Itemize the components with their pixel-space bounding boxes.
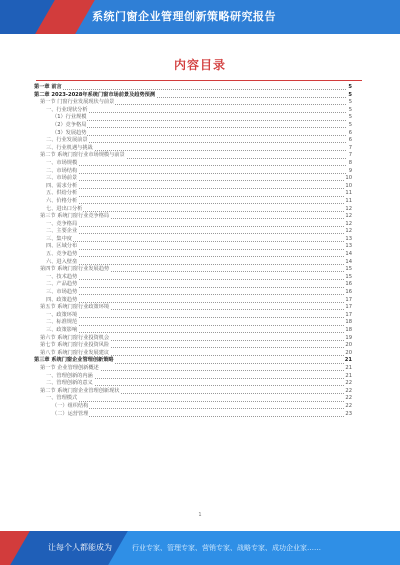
toc-entry-page: 7 (348, 152, 352, 159)
toc-entry-label: 三、集中度 (34, 236, 73, 244)
toc-leader (34, 180, 346, 181)
toc-entry-label: 七、进出口分析 (34, 206, 83, 214)
toc-entry-page: 5 (348, 99, 352, 106)
toc-entry-page: 5 (348, 114, 352, 121)
toc-leader (34, 287, 346, 288)
table-of-contents (34, 84, 352, 418)
toc-leader (34, 317, 346, 318)
toc-entry-label: 一、竞争格局 (34, 221, 78, 229)
toc-entry-label: 六、价格分析 (34, 198, 78, 206)
toc-entry-page: 20 (345, 342, 352, 349)
toc-entry[interactable] (34, 137, 352, 145)
toc-entry[interactable] (34, 221, 352, 229)
page-number: 1 (198, 512, 202, 518)
toc-entry-page: 6 (348, 137, 352, 144)
toc-entry-label: 一、管理模式 (34, 395, 78, 403)
toc-entry-label: 二、市场结构 (34, 168, 78, 176)
toc-entry-label: （二）运营管理 (34, 411, 89, 419)
toc-entry-page: 11 (345, 190, 352, 197)
toc-entry[interactable] (34, 380, 352, 388)
toc-entry-label: 一、管理创新的内涵 (34, 373, 94, 381)
report-title: 系统门窗企业管理创新策略研究报告 (92, 10, 276, 23)
toc-entry-label: 三、行业机遇与挑战 (34, 145, 94, 153)
toc-entry-page: 10 (345, 182, 352, 189)
toc-entry[interactable] (34, 160, 352, 168)
toc-entry-label: 三、市场前景 (34, 175, 78, 183)
toc-entry[interactable] (34, 168, 352, 176)
toc-entry-page: 16 (345, 281, 352, 288)
toc-entry[interactable] (34, 388, 352, 396)
toc-entry[interactable] (34, 266, 352, 274)
toc-entry-page: 7 (348, 144, 352, 151)
toc-entry-label: 第二节 系统门窗行业市场规模与前景 (34, 152, 126, 160)
toc-entry-label: 二、行业发展前景 (34, 137, 89, 145)
toc-entry-page: 22 (345, 402, 352, 409)
toc-entry-page: 15 (345, 273, 352, 280)
toc-entry[interactable] (34, 312, 352, 320)
toc-entry[interactable] (34, 236, 352, 244)
toc-entry-page: 15 (345, 266, 352, 273)
toc-entry-page: 18 (345, 319, 352, 326)
toc-entry-label: 一、行业现状分析 (34, 107, 89, 115)
toc-entry[interactable] (34, 213, 352, 221)
toc-entry-page: 12 (345, 220, 352, 227)
toc-leader (34, 325, 346, 326)
toc-entry[interactable] (34, 190, 352, 198)
toc-entry[interactable] (34, 228, 352, 236)
footer-banner (0, 531, 400, 565)
toc-entry[interactable] (34, 122, 352, 130)
toc-entry-page: 6 (348, 129, 352, 136)
toc-entry-page: 14 (345, 258, 352, 265)
toc-entry[interactable] (34, 114, 352, 122)
toc-entry-page: 12 (345, 228, 352, 235)
toc-entry[interactable] (34, 243, 352, 251)
toc-entry-label: 第七节 系统门窗行业投资风险 (34, 342, 110, 350)
toc-entry-label: 第八节 系统门窗行业发展建议 (34, 350, 110, 358)
toc-entry-label: 一、技术趋势 (34, 274, 78, 282)
toc-entry[interactable] (34, 84, 352, 92)
toc-entry-label: 六、进入壁垒 (34, 259, 78, 267)
toc-entry[interactable] (34, 198, 352, 206)
toc-entry-label: 三、政策影响 (34, 327, 78, 335)
toc-entry-page: 22 (345, 387, 352, 394)
toc-entry[interactable] (34, 289, 352, 297)
toc-entry-page: 5 (348, 91, 352, 98)
toc-entry-page: 16 (345, 289, 352, 296)
toc-entry[interactable] (34, 395, 352, 403)
toc-entry-page: 9 (348, 167, 352, 174)
toc-entry-page: 21 (345, 372, 352, 379)
header-banner (0, 0, 400, 34)
toc-entry-label: 二、产品趋势 (34, 281, 78, 289)
toc-entry[interactable] (34, 175, 352, 183)
toc-entry[interactable] (34, 274, 352, 282)
toc-entry-label: 四、政策趋势 (34, 297, 78, 305)
footer-slogan-left: 让每个人都能成为 (48, 543, 112, 552)
toc-entry-label: 第一章 前言 (34, 84, 62, 90)
toc-entry-page: 5 (348, 84, 352, 90)
toc-entry-label: 五、竞争趋势 (34, 251, 78, 259)
toc-entry-label: 第一节 门窗行业发展现状与前景 (34, 99, 115, 107)
toc-entry-label: 一、政策环境 (34, 312, 78, 320)
toc-entry-label: （1）行业规模 (34, 114, 87, 122)
toc-entry[interactable] (34, 99, 352, 107)
toc-entry-page: 10 (345, 175, 352, 182)
toc-entry[interactable] (34, 403, 352, 411)
toc-entry-label: 第四节 系统门窗行业发展趋势 (34, 266, 110, 274)
toc-entry[interactable] (34, 365, 352, 373)
toc-entry-label: （一）组织结构 (34, 403, 89, 411)
toc-entry-page: 21 (345, 364, 352, 371)
toc-leader (34, 256, 346, 257)
toc-entry[interactable] (34, 411, 352, 419)
toc-entry-label: （2）竞争格局 (34, 122, 87, 130)
toc-entry-page: 22 (345, 380, 352, 387)
toc-entry[interactable] (34, 304, 352, 312)
toc-entry-page: 14 (345, 251, 352, 258)
footer-decoration-red (0, 531, 30, 565)
toc-entry-label: 第二章 2023-2028年系统门窗市场前景及趋势预测 (34, 91, 156, 98)
toc-leader (34, 332, 346, 333)
toc-entry-label: 第五节 系统门窗行业政策环境 (34, 304, 110, 312)
toc-entry-page: 23 (345, 410, 352, 417)
toc-entry[interactable] (34, 183, 352, 191)
toc-leader (34, 188, 346, 189)
toc-entry-page: 17 (345, 304, 352, 311)
toc-entry-page: 12 (345, 213, 352, 220)
toc-entry-page: 5 (348, 121, 352, 128)
toc-leader (34, 196, 346, 197)
toc-entry-page: 18 (345, 327, 352, 333)
toc-leader (34, 226, 346, 227)
toc-entry-label: 第二节 系统门窗企业管理创新现状 (34, 388, 120, 396)
toc-leader (34, 249, 346, 250)
toc-entry-page: 12 (345, 205, 352, 212)
toc-entry[interactable] (34, 251, 352, 259)
toc-divider (36, 80, 362, 81)
toc-entry-page: 13 (345, 235, 352, 242)
toc-leader (34, 294, 346, 295)
toc-entry-page: 22 (345, 395, 352, 402)
toc-entry-label: 二、主要企业 (34, 228, 78, 236)
toc-leader (34, 264, 346, 265)
toc-entry[interactable] (34, 342, 352, 350)
toc-entry-label: 四、区域分布 (34, 243, 78, 251)
toc-entry-page: 21 (344, 357, 352, 364)
toc-entry-label: 第六节 系统门窗行业投资机会 (34, 335, 110, 343)
toc-entry[interactable] (34, 319, 352, 327)
toc-leader (34, 203, 346, 204)
toc-leader (34, 89, 346, 90)
toc-entry-page: 13 (345, 243, 352, 250)
toc-leader (34, 279, 346, 280)
toc-entry-label: 四、需求分析 (34, 183, 78, 191)
toc-leader (34, 165, 346, 166)
toc-entry-label: 第三节 系统门窗行业竞争格局 (34, 213, 110, 221)
toc-entry-page: 11 (345, 197, 352, 204)
footer-slogan-right: 行业专家、管理专家、营销专家、战略专家、成功企业家…… (132, 544, 321, 552)
toc-entry-label: 三、市场趋势 (34, 289, 78, 297)
toc-entry-label: 第三章 系统门窗企业管理创新策略 (34, 357, 114, 364)
toc-entry-label: （3）发展趋势 (34, 130, 87, 138)
toc-entry-page: 8 (348, 159, 352, 166)
toc-leader (34, 401, 346, 402)
toc-leader (34, 302, 346, 303)
toc-entry[interactable] (34, 206, 352, 214)
toc-entry-label: 五、供给分析 (34, 190, 78, 198)
toc-entry[interactable] (34, 357, 352, 365)
toc-entry-label: 第一节 企业管理创新概述 (34, 365, 100, 373)
toc-entry-page: 17 (345, 311, 352, 318)
toc-entry-label: 二、管理创新的意义 (34, 380, 94, 388)
toc-leader (34, 233, 346, 234)
toc-entry[interactable] (34, 281, 352, 289)
toc-entry-page: 19 (345, 334, 352, 341)
toc-entry-label: 二、标准规范 (34, 319, 78, 327)
toc-entry[interactable] (34, 152, 352, 160)
toc-leader (34, 173, 346, 174)
toc-entry[interactable] (34, 327, 352, 335)
toc-entry-page: 20 (345, 349, 352, 356)
toc-entry-label: 一、市场规模 (34, 160, 78, 168)
toc-heading: 内容目录 (173, 58, 226, 72)
toc-entry-page: 5 (348, 106, 352, 113)
toc-leader (34, 241, 346, 242)
toc-entry-page: 17 (345, 296, 352, 303)
